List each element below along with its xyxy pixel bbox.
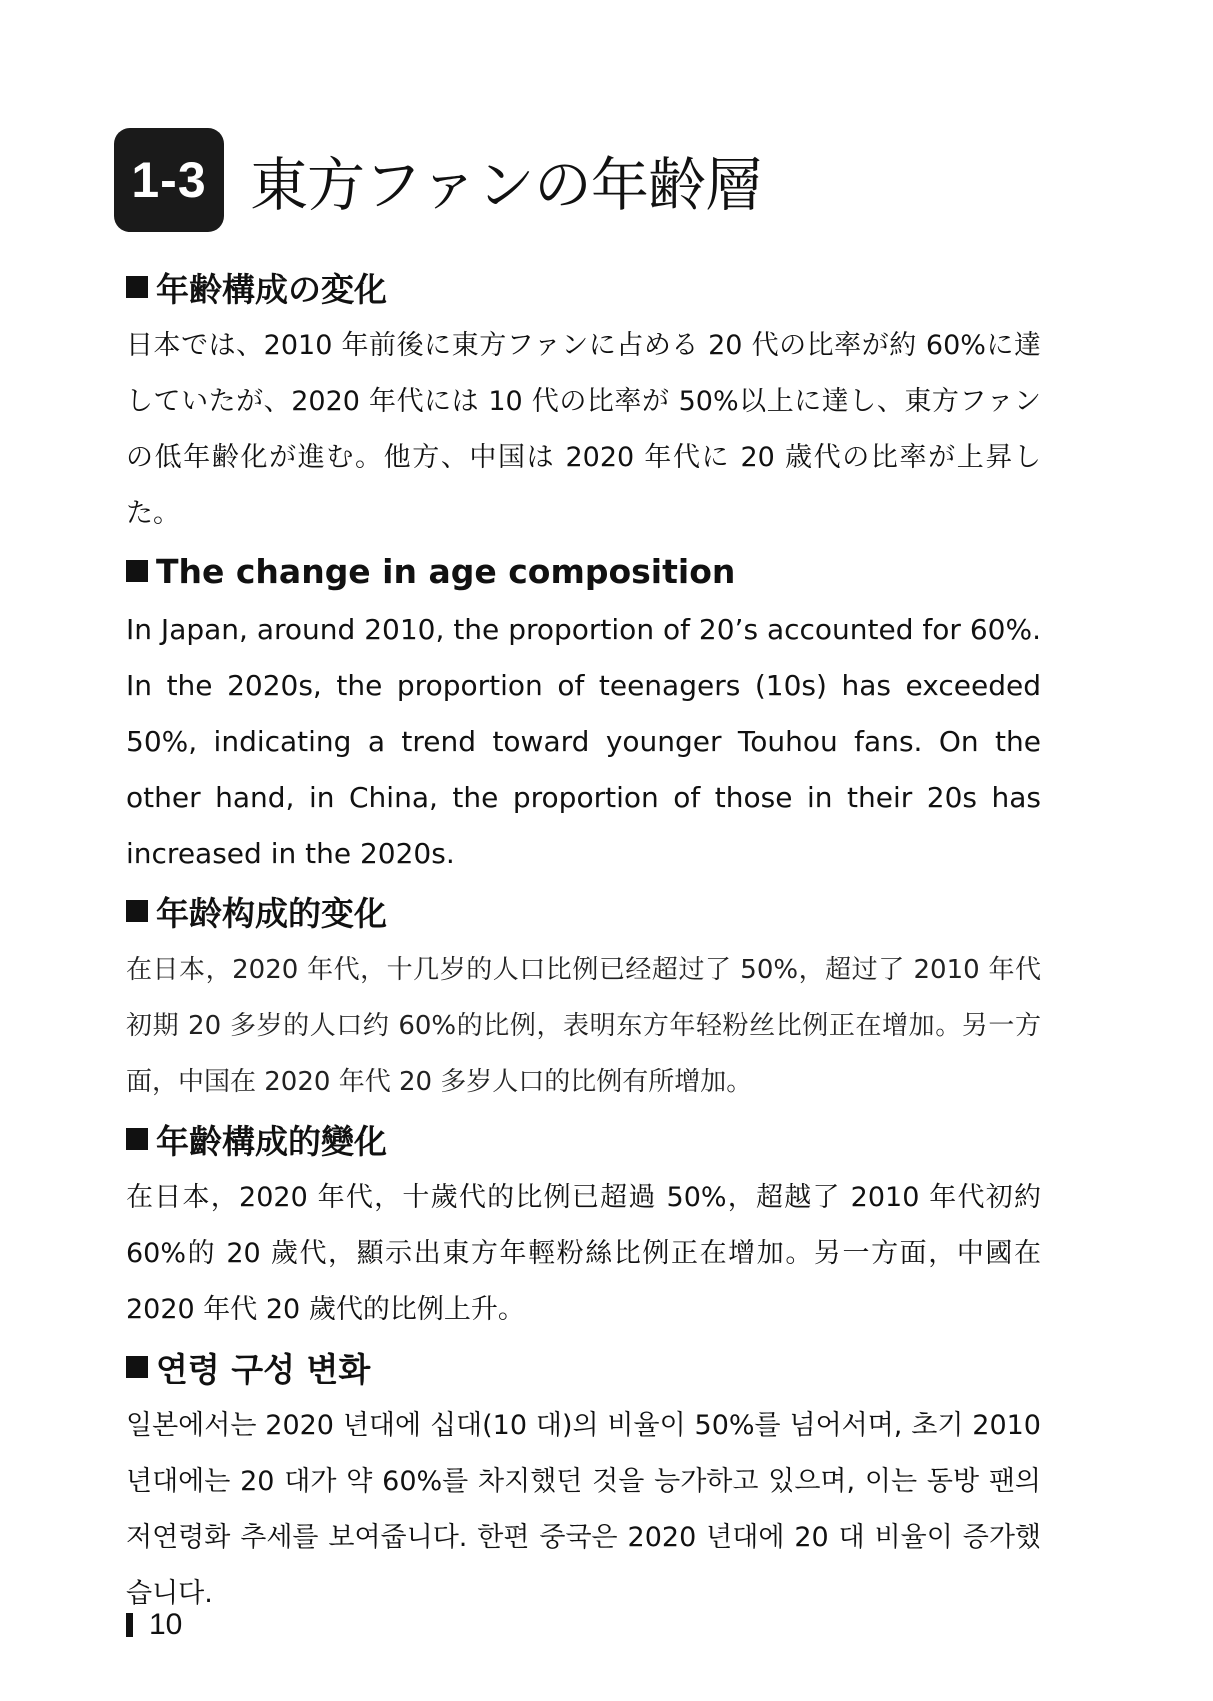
section-heading-text: 年齡構成的變化 [156, 1121, 387, 1161]
section-heading-ja [126, 262, 1041, 312]
section-heading-text: The change in age composition [156, 551, 736, 591]
bullet-square-icon [126, 1356, 148, 1378]
section-body-ko: 일본에서는 2020 년대에 십대(10 대)의 비율이 50%를 넘어서며, 초기 2010 년대에는 20 대가 약 60%를 차지했던 것을 능가하고 있으며, 이는 동방 팬의 저연령화 추세를 보여줍니다. 한편 중국은 2020 년대에 20 대 비율이 증가했습니다. [126, 1410, 1041, 1609]
section-heading-en [126, 546, 1041, 596]
section-body-zh-hans: 在日本，2020 年代，十几岁的人口比例已经超过了 50%，超过了 2010 年代初期 20 多岁的人口约 60%的比例，表明东方年轻粉丝比例正在增加。另一方面，中国在 2020 年代 20 多岁人口的比例有所增加。 [126, 955, 1041, 1097]
page-number: 10 [149, 1608, 183, 1641]
section-body-en: In Japan, around 2010, the proportion of 20’s accounted for 60%. In the 2020s, the proportion of teenagers (10s) has exceeded 50%, indicating a trend toward younger Touhou fans. On the other hand, in China, the proportion of those in their 20s has increased in the 2020s. [126, 613, 1041, 870]
section-heading-ko [126, 1342, 1041, 1392]
main-content [126, 262, 1041, 1626]
chapter-title: 東方ファンの年齢層 [250, 151, 762, 219]
section-heading-zh-hant [126, 1114, 1041, 1164]
section-body-ja: 日本では、2010 年前後に東方ファンに占める 20 代の比率が約 60%に達していたが、2020 年代には 10 代の比率が 50%以上に達し、東方ファンの低年齢化が進む。他方、中国は 2020 年代に 20 歳代の比率が上昇した。 [126, 330, 1041, 529]
section-heading-text: 年齢構成の変化 [156, 269, 387, 309]
page-footer [126, 1608, 182, 1642]
chapter-header [114, 128, 762, 232]
footer-bar-icon [126, 1613, 133, 1637]
section-heading-text: 연령 구성 변화 [156, 1349, 371, 1389]
bullet-square-icon [126, 560, 148, 582]
chapter-number-badge: 1-3 [114, 128, 224, 232]
section-heading-text: 年龄构成的变化 [156, 893, 387, 933]
bullet-square-icon [126, 900, 148, 922]
bullet-square-icon [126, 1128, 148, 1150]
section-heading-zh-hans [126, 886, 1041, 936]
section-body-zh-hant: 在日本，2020 年代，十歲代的比例已超過 50%，超越了 2010 年代初約 60%的 20 歲代，顯示出東方年輕粉絲比例正在增加。另一方面，中國在 2020 年代 20 歲代的比例上升。 [126, 1182, 1041, 1325]
bullet-square-icon [126, 276, 148, 298]
